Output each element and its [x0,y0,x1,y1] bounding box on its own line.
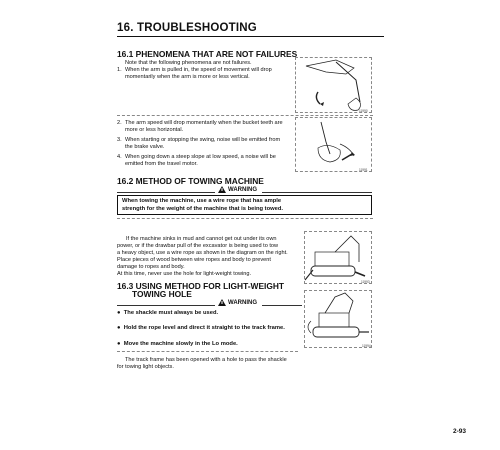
warning-header [218,186,257,193]
towing-line-4: Place pieces of wood between wire ropes and body to prevent [117,257,271,263]
warning-label: WARNING [228,186,257,193]
figure-arm-vertical [295,57,372,113]
excavator-bucket-illustration [296,118,373,173]
bullet-3 [117,341,238,348]
towing-line-3: a heavy object, use a wire rope as shown in the diagram on the right. [117,250,288,256]
warning-triangle-icon [218,186,226,193]
bullet-1 [117,310,218,317]
excavator-towing-illustration [305,232,373,285]
section-16-3-heading-line-2: TOWING HOLE [132,289,192,299]
fig2-code: 11991 [359,168,368,172]
bullet-dot: ● [117,325,121,331]
item-1-number: 1. [117,67,122,73]
bullet-2 [117,325,285,332]
title-rule [117,36,384,37]
figure-wire-rope-towing [304,231,372,284]
item-2-number: 2. [117,120,122,126]
separator [117,218,373,219]
page-number: 2-93 [453,428,467,435]
warning-box [117,195,372,215]
towing-line-1: If the machine sinks in mud and cannot get out under its own [126,236,277,242]
warning-line-left [117,192,215,193]
item-2-line-1: The arm speed will drop momentarily when the bucket teeth are [125,120,283,126]
bullet-dot: ● [117,341,121,347]
section-16-1-intro: Note that the following phenomena are not failures. [125,60,252,66]
excavator-towing-hole-illustration [305,291,373,349]
fig1-code: 11990 [359,109,368,113]
item-4-line-2: emitted from the travel motor. [125,161,198,167]
item-3-line-2: the brake valve. [125,144,165,150]
item-3-number: 3. [117,137,122,143]
item-1-line-2: momentarily when the arm is more or less vertical. [125,74,250,80]
fig4-code: 11994 [362,344,371,348]
item-3-line-1: When starting or stopping the swing, noise will be emitted from [125,137,281,143]
section-16-3-heading-line-1: 16.3 USING METHOD FOR LIGHT-WEIGHT [117,281,285,291]
towing-body-text [117,236,299,278]
section-16-2-heading: 16.2 METHOD OF TOWING MACHINE [117,176,264,186]
item-4-line-1: When going down a steep slope at low speed, a noise will be [125,154,276,160]
item-1-line-1: When the arm is pulled in, the speed of movement will drop [125,67,272,73]
warning-text-1: When towing the machine, use a wire rope that has ample [122,198,282,204]
bullet-1-text: The shackle must always be used. [123,310,219,316]
figure-bucket-horizontal [295,117,372,172]
towing-hole-line-2: for towing light objects. [117,364,174,370]
excavator-arm-illustration [296,58,373,114]
separator [117,351,298,352]
towing-line-5: damage to ropes and body. [117,264,185,270]
warning-text-2: strength for the weight of the machine that is being towed. [122,205,284,212]
warning-line-right [262,192,372,193]
warning-line-right [262,305,302,306]
warning-label: WARNING [228,299,257,306]
towing-line-6: At this time, never use the hole for light-weight towing. [117,271,252,277]
warning-line-left [117,305,215,306]
bullet-2-text: Hold the rope level and direct it straight to the track frame. [123,325,285,331]
item-4-number: 4. [117,154,122,160]
towing-line-2: power, or if the drawbar pull of the excavator is being used to tow [117,243,279,249]
warning-triangle-icon [218,299,226,306]
bullet-3-text: Move the machine slowly in the Lo mode. [123,341,238,347]
bullet-dot: ● [117,310,121,316]
section-16-1-heading: 16.1 PHENOMENA THAT ARE NOT FAILURES [117,49,298,59]
separator [117,115,373,116]
warning-header [218,299,257,306]
fig3-code: 11993 [361,280,370,284]
figure-light-towing-hole [304,290,372,348]
towing-hole-line-1: The track frame has been opened with a hole to pass the shackle [125,357,287,363]
page-title: 16. TROUBLESHOOTING [117,22,257,34]
item-2-line-2: more or less horizontal. [125,127,184,133]
